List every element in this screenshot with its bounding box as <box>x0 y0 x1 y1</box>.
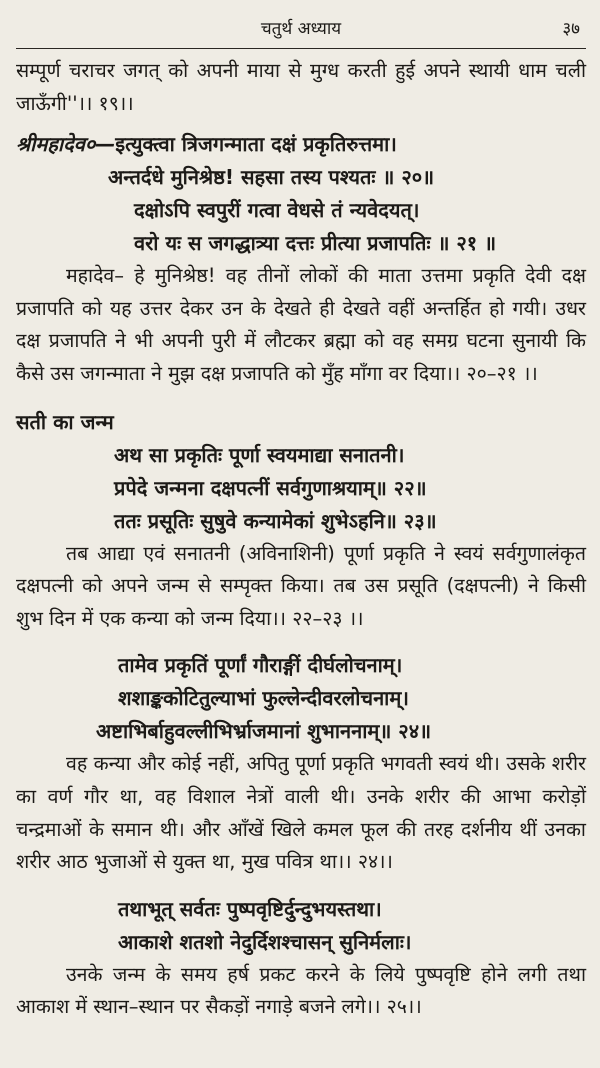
verse-line: तामेव प्रकृतिं पूर्णां गौराङ्गीं दीर्घलोचनाम्। <box>118 653 403 678</box>
verse-block-22-23 <box>16 439 586 538</box>
verse-line: दक्षोऽपि स्वपुरीं गत्वा वेधसे तं न्यवेदयत्। <box>134 198 420 223</box>
paragraph-3: तब आद्या एवं सनातनी (अविनाशिनी) पूर्णा प्रकृति ने स्वयं सर्वगुणालंकृत दक्षपत्नी को अपने जन्म से सम्पृक्त किया। तब उस प्रसूति (दक्षपत्नी) ने किसी शुभ दिन में एक कन्या को जन्म दिया।। २२–२३ ।। <box>16 541 586 630</box>
paragraph-1: सम्पूर्ण चराचर जगत् को अपनी माया से मुग्ध करती हुई अपने स्थायी धाम चली जाऊँगी''।। १९।। <box>16 59 586 115</box>
verse-line: आकाशे शतशो नेदुर्दिशश्चासन् सुनिर्मलाः। <box>118 929 412 954</box>
verse-line: ततः प्रसूतिः सुषुवे कन्यामेकां शुभेऽहनि॥ २३॥ <box>114 508 437 533</box>
verse-line: प्रपेदे जन्मना दक्षपत्नीं सर्वगुणाश्रयाम्॥ २२॥ <box>114 475 427 500</box>
verse-line: वरो यः स जगद्धात्र्या दत्तः प्रीत्या प्रजापतिः ॥ २१ ॥ <box>134 231 497 256</box>
verse-block-25 <box>16 893 586 959</box>
verse-line: शशाङ्ककोटितुल्याभां फुल्लेन्दीवरलोचनाम्। <box>118 686 409 711</box>
section-heading: सती का जन्म <box>16 409 114 434</box>
paragraph-4: वह कन्या और कोई नहीं, अपितु पूर्णा प्रकृति भगवती स्वयं थी। उसके शरीर का वर्ण गौर था, वह विशाल नेत्रों वाली थी। उनके शरीर की आभा करोड़ों चन्द्रमाओं के समान थी। और आँखें खिले कमल फूल की तरह दर्शनीय थीं उनका शरीर आठ भुजाओं से युक्त था, मुख पवित्र था।। २४।। <box>16 752 586 874</box>
verse-block-20-21 <box>16 128 586 260</box>
verse-line: तथाभूत् सर्वतः पुष्पवृष्टिर्दुन्दुभयस्तथा। <box>118 896 382 921</box>
verse-text: इत्युक्त्वा त्रिजगन्माता दक्षं प्रकृतिरुत्तमा। <box>115 132 397 157</box>
verse-line: अष्टाभिर्बाहुवल्लीभिर्भ्राजमानां शुभाननाम्॥ २४॥ <box>96 719 432 744</box>
verse-line <box>16 128 586 161</box>
verse-line: अन्तर्दधे मुनिश्रेष्ठ! सहसा तस्य पश्यतः ॥ २०॥ <box>108 165 435 190</box>
page-number: ३७ <box>562 19 580 39</box>
speaker-label: श्रीमहादेव०— <box>16 132 116 157</box>
page-header <box>16 6 586 49</box>
verse-line: अथ सा प्रकृतिः पूर्णा स्वयमाद्या सनातनी। <box>114 442 405 467</box>
paragraph-5: उनके जन्म के समय हर्ष प्रकट करने के लिये पुष्पवृष्टि होने लगी तथा आकाश में स्थान–स्थान पर सैकड़ों नगाड़े बजने लगे।। २५।। <box>16 962 586 1019</box>
running-head: चतुर्थ अध्याय <box>260 19 342 39</box>
verse-block-24 <box>16 649 586 748</box>
paragraph-2: महादेव– हे मुनिश्रेष्ठ! वह तीनों लोकों की माता उत्तमा प्रकृति देवी दक्ष प्रजापति को यह उत्तर देकर उन के देखते ही देखते वहीं अन्तर्हित हो गयी। उधर दक्ष प्रजापति ने भी अपनी पुरी में लौटकर ब्रह्मा को वह समग्र घटना सुनायी कि कैसे उस जगन्माता ने मुझ दक्ष प्रजापति को मुँह माँगा वर दिया।। २०–२१ ।। <box>16 264 586 385</box>
